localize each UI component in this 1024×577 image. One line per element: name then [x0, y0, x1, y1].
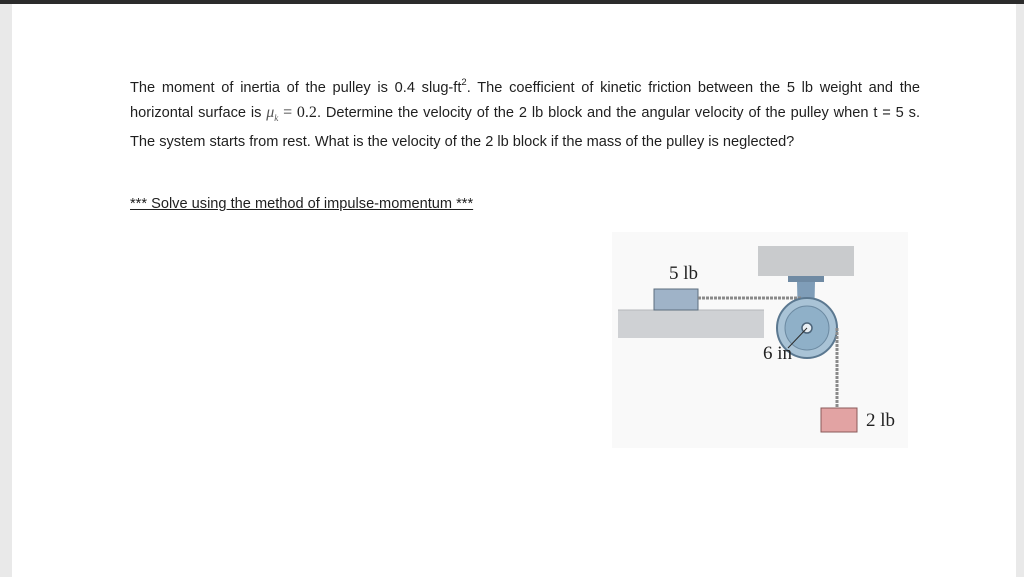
problem-text-1: The moment of inertia of the pulley is 0.4 slug-ft — [130, 80, 462, 96]
ceiling-support — [758, 246, 854, 276]
document-page — [12, 4, 1016, 577]
exponent: 2 — [461, 77, 467, 89]
label-2lb: 2 lb — [866, 410, 896, 431]
label-5lb: 5 lb — [669, 263, 699, 284]
block-2lb — [821, 408, 857, 432]
mu-subscript: k — [274, 112, 279, 123]
block-5lb — [654, 289, 698, 310]
pulley-diagram — [612, 232, 908, 448]
problem-statement — [130, 76, 920, 155]
mu-symbol: $\mu_k$ — [266, 103, 279, 123]
label-radius: 6 in — [763, 343, 793, 364]
friction-coefficient — [266, 104, 317, 121]
problem-text-2: . The coefficient of kinetic friction between the 5 lb weight and the horizontal surface is — [130, 80, 920, 121]
problem-text-3: . Determine the velocity of the 2 lb block and the angular velocity of the pulley when t = 5 s. The system starts from rest. What is the velocity of the 2 lb block if the mass of the pulley is neglected? — [130, 104, 920, 151]
mu-value: = 0.2 — [278, 103, 317, 121]
horizontal-surface — [618, 310, 764, 338]
instruction-line: *** Solve using the method of impulse-momentum *** — [130, 196, 474, 212]
pulley-bracket-top — [788, 276, 824, 282]
pulley-diagram-svg — [612, 232, 908, 448]
